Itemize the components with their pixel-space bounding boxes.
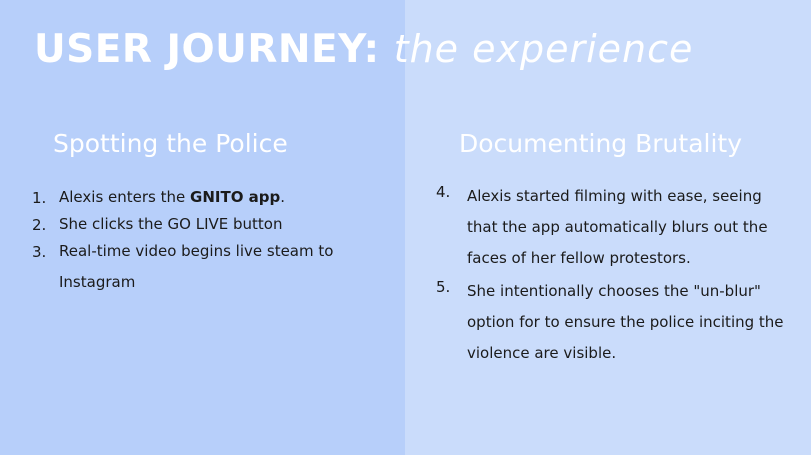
step-text: She intentionally chooses the "un-blur" option for to ensure the police inciting the violence are visible. [467,282,784,362]
step-text-before: Alexis enters the [59,188,191,206]
app-name: GNITO app [190,188,281,206]
step-item [436,181,786,274]
slide-title [34,24,693,75]
right-steps-list [436,181,786,371]
step-text: She clicks the GO LIVE button [59,215,283,233]
slide-title-italic: the experience [393,27,694,71]
step-number: 3. [32,243,47,261]
step-number: 5. [436,278,451,296]
step-number: 2. [32,216,47,234]
step-number: 4. [436,183,451,201]
step-text-after: . [280,188,286,206]
slide-title-bold: USER JOURNEY: [34,27,380,72]
step-number: 1. [32,189,47,207]
step-text: Real-time video begins live steam to Instagram [59,242,334,291]
step-text: Alexis started filming with ease, seeing that the app automatically blurs out the faces of her fellow protestors. [467,187,768,267]
step-item [436,276,786,369]
right-column-heading: Documenting Brutality [459,129,743,158]
step-item [32,241,372,298]
left-steps-list [32,187,372,298]
left-column-heading: Spotting the Police [53,129,288,158]
